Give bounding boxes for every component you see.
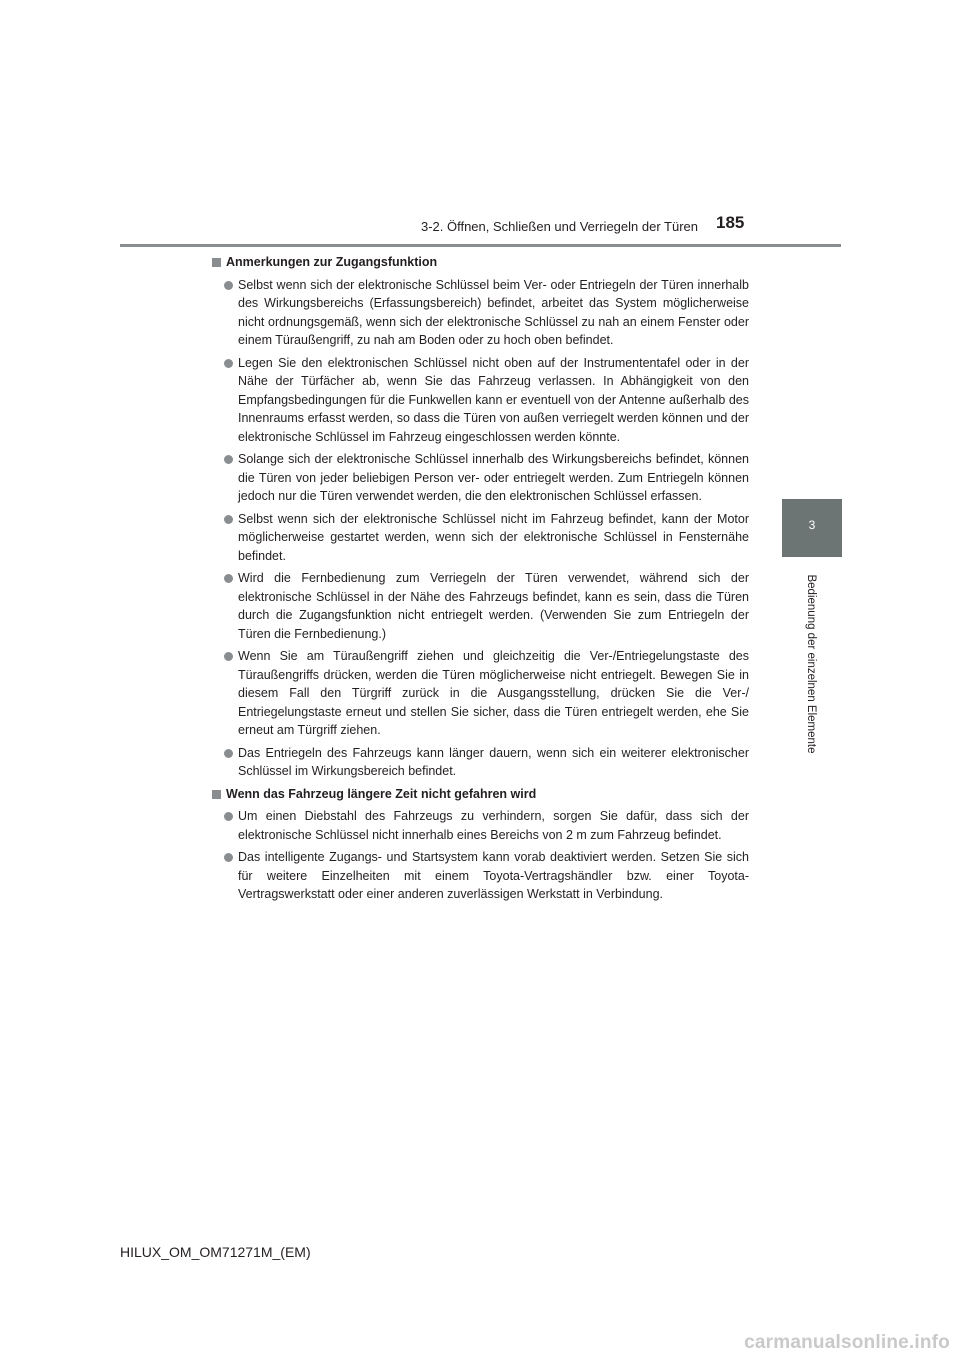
section-access-notes <box>212 253 749 781</box>
list-item <box>212 848 749 904</box>
list-item-text: Wird die Fernbedienung zum Verriegeln der Türen verwendet, während sich der elektronische Schlüssel in der Nähe des Fahrzeugs befindet, kann es sein, dass die Türen durch die Zugangsfunktion nicht entriegelt werden. (Verwenden Sie zum Entriegeln der Türen die Fernbedienung.) <box>238 571 749 641</box>
list-item-text: Wenn Sie am Türaußengriff ziehen und gleichzeitig die Ver-/Entriegelungstaste des Türaußengriffs drücken, werden die Türen möglicherweise nicht entriegelt. Bewegen Sie in diesem Fall den Türgriff zurück in die Ausgangsstellung, drücken Sie die Ver-/ Entriegelungstaste erneut und stellen Sie sicher, dass die Türen entriegelt werden, ehe Sie erneut am Türgriff ziehen. <box>238 649 749 737</box>
watermark: carmanualsonline.info <box>744 1332 950 1353</box>
section-heading <box>212 253 749 272</box>
round-bullet-icon <box>224 455 233 464</box>
list-item-text: Selbst wenn sich der elektronische Schlüssel beim Ver- oder Entriegeln der Türen innerhalb des Wirkungsbereichs (Erfassungsbereich) befindet, arbeitet das System möglicherweise nicht ordnungsgemäß, wenn sich der elektronische Schlüssel zu nah an einem Fenster oder einem Türaußengriff, zu nah am Boden oder zu hoch oben befindet. <box>238 277 749 347</box>
list-item <box>212 647 749 740</box>
list-item <box>212 744 749 781</box>
list-item-text: Das intelligente Zugangs- und Startsystem kann vorab deaktiviert werden. Setzen Sie sich für weitere Einzelheiten mit einem Toyota-Vertragshändler bzw. einer Toyota-Vertragswerkstatt oder einer anderen zuverlässigen Werkstatt in Verbindung. <box>238 850 749 901</box>
round-bullet-icon <box>224 853 233 862</box>
list-item <box>212 450 749 506</box>
section-heading <box>212 785 749 804</box>
section-heading-text: Anmerkungen zur Zugangsfunktion <box>226 255 438 269</box>
document-code: HILUX_OM_OM71271M_(EM) <box>120 1244 311 1260</box>
page-number: 185 <box>716 213 745 232</box>
round-bullet-icon <box>224 812 233 821</box>
chapter-label: Bedienung der einzelnen Elemente <box>805 574 817 754</box>
square-bullet-icon <box>212 258 221 267</box>
list-item-text: Legen Sie den elektronischen Schlüssel nicht oben auf der Instrumententafel oder in der Nähe der Türfächer ab, wenn Sie das Fahrzeug verlassen. In Abhängigkeit von den Empfangsbedingungen für die Funkwellen kann er eventuell von der Antenne außerhalb des Innenraums erfasst werden, so dass die Türen von außen verriegelt werden können und der elektronische Schlüssel im Fahrzeug eingeschlossen werden könnte. <box>238 355 749 444</box>
round-bullet-icon <box>224 515 233 524</box>
page-content <box>212 253 749 908</box>
list-item <box>212 354 749 447</box>
header-divider <box>120 244 841 247</box>
round-bullet-icon <box>224 359 233 368</box>
list-item-text: Selbst wenn sich der elektronische Schlüssel nicht im Fahrzeug befindet, kann der Motor möglicherweise gestartet werden, wenn sich der elektronische Schlüssel in Fensternähe befindet. <box>238 511 749 563</box>
round-bullet-icon <box>224 574 233 583</box>
list-item-text: Um einen Diebstahl des Fahrzeugs zu verhindern, sorgen Sie dafür, dass sich der elektronische Schlüssel nicht innerhalb eines Bereichs von 2 m zum Fahrzeug befindet. <box>238 809 749 842</box>
list-item-text: Solange sich der elektronische Schlüssel innerhalb des Wirkungsbereichs befindet, können die Türen von jeder beliebigen Person ver- oder entriegelt werden. Zum Entriegeln können jedoch nur die Türen verwendet werden, die den elektronischen Schlüssel erfassen. <box>238 452 749 503</box>
round-bullet-icon <box>224 652 233 661</box>
round-bullet-icon <box>224 281 233 290</box>
list-item <box>212 807 749 844</box>
section-title: 3-2. Öffnen, Schließen und Verriegeln der Türen <box>420 219 698 234</box>
square-bullet-icon <box>212 790 221 799</box>
section-long-parking <box>212 785 749 904</box>
section-heading-text: Wenn das Fahrzeug längere Zeit nicht gefahren wird <box>226 786 537 801</box>
round-bullet-icon <box>224 749 233 758</box>
list-item <box>212 276 749 350</box>
list-item <box>212 569 749 643</box>
list-item <box>212 510 749 566</box>
chapter-number: 3 <box>808 518 816 532</box>
list-item-text: Das Entriegeln des Fahrzeugs kann länger dauern, wenn sich ein weiterer elektronischer Schlüssel im Wirkungsbereich befindet. <box>238 745 749 778</box>
